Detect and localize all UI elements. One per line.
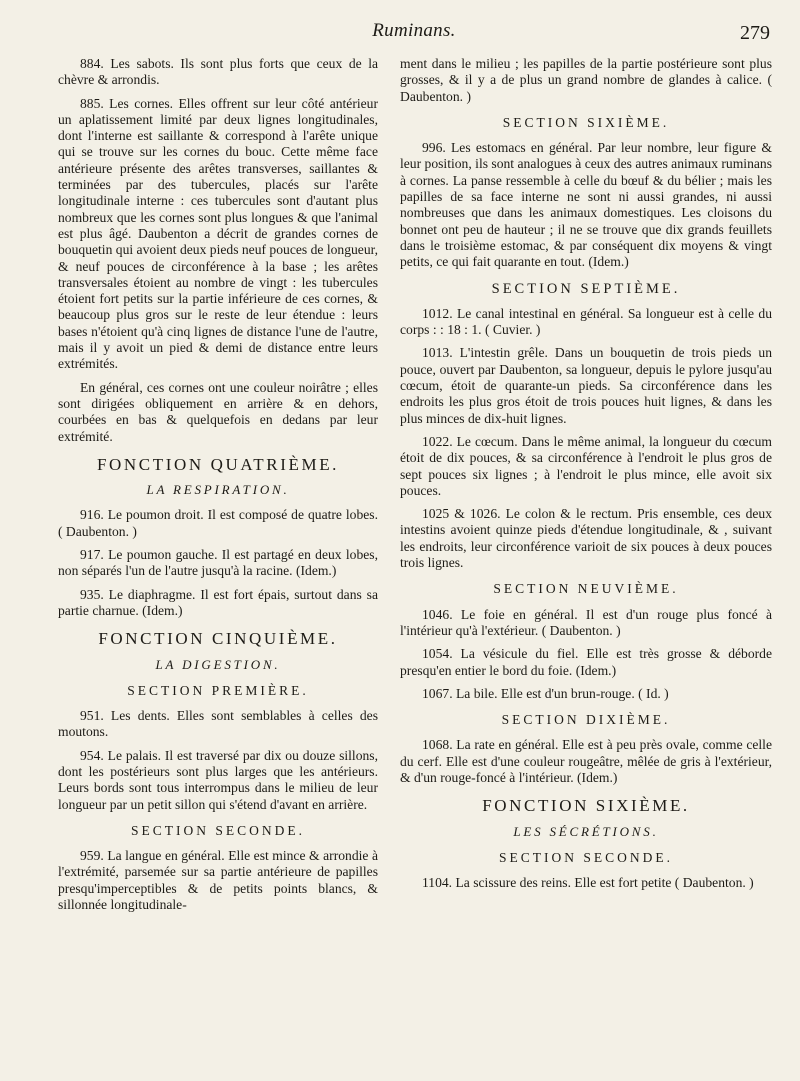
section-heading-sixth: SECTION SIXIÈME. — [502, 114, 670, 130]
paragraph-1013: 1013. L'intestin grêle. Dans un bouquetin de trois pieds un pouce, ouvert par Daubenton, sa longueur, depuis le pylore jusqu'au cœcum, étoit de quarante-un pieds. Sa circonférence dans les endroits les plus gros étoit de trois pouces huit lignes, & dans les plus minces de dix-huit lignes. — [400, 345, 772, 426]
paragraph-1022: 1022. Le cœcum. Dans le même animal, la longueur du cœcum étoit de dix pouces, & sa circonférence à l'endroit le plus gros de sept pouces six lignes ; à l'endroit le plus mince, elle avoit six pouces. — [400, 433, 772, 498]
paragraph-959-continued: ment dans le milieu ; les papilles de la partie postérieure sont plus grosses, & il y a de plus un grand nombre de glandes à calice. ( Daubenton. ) — [400, 56, 772, 104]
function-subheading-digestion: LA DIGESTION. — [155, 656, 281, 672]
function-subheading-respiration: LA RESPIRATION. — [146, 482, 290, 498]
paragraph-1046: 1046. Le foie en général. Il est d'un rouge plus foncé à l'intérieur qu'à l'extérieur. ( Daubenton. ) — [400, 606, 772, 638]
section-heading-second: SECTION SECONDE. — [130, 822, 305, 838]
paragraph-884: 884. Les sabots. Ils sont plus forts que ceux de la chèvre & arrondis. — [58, 56, 378, 88]
section-heading-ninth: SECTION NEUVIÈME. — [493, 581, 679, 597]
section-heading-seventh: SECTION SEPTIÈME. — [491, 280, 681, 297]
section-heading-first: SECTION PREMIÈRE. — [127, 682, 309, 698]
page-number: 279 — [740, 22, 770, 44]
paragraph-996: 996. Les estomacs en général. Par leur nombre, leur figure & leur position, ils sont analogues à ceux des autres animaux ruminans à cornes. La panse ressemble à celle du bœuf & du bélier ; mais les papilles de sa face interne ne sont ni aussi grandes, ni aussi nombreuses que dans les animaux domestiques. Les cloisons du bonnet ont peu de hauteur ; il ne se trouve que dix grands feuillets dans le troisième estomac, & par conséquent dix moyens & vingt petits, ce qui fait quarante en tout. (Idem.) — [400, 140, 772, 270]
paragraph-1025: 1025 & 1026. Le colon & le rectum. Pris ensemble, ces deux intestins avoient quinze pieds d'étendue longitudinale, & , suivant les endroits, leur circonférence varioit de six pouces à deux pouces trois lignes. — [400, 506, 772, 571]
left-column — [58, 56, 378, 920]
function-heading-sixth: FONCTION SIXIÈME. — [482, 796, 690, 816]
paragraph-935: 935. Le diaphragme. Il est fort épais, surtout dans sa partie charnue. (Idem.) — [58, 586, 378, 618]
paragraph-916: 916. Le poumon droit. Il est composé de quatre lobes. ( Daubenton. ) — [58, 507, 378, 539]
section-heading-tenth: SECTION DIXIÈME. — [501, 712, 671, 728]
section-heading-second-b: SECTION SECONDE. — [498, 849, 673, 865]
paragraph-885-continued: En général, ces cornes ont une couleur noirâtre ; elles sont dirigées obliquement en arrière & en dehors, courbées en bas & quelquefois en dedans par leur extrémité. — [58, 379, 378, 444]
paragraph-1104: 1104. La scissure des reins. Elle est fort petite ( Daubenton. ) — [422, 875, 754, 891]
page-header — [58, 20, 770, 54]
paragraph-1068: 1068. La rate en général. Elle est à peu près ovale, comme celle du cerf. Elle est d'une couleur rougeâtre, mêlée de gris à l'extérieur, & d'un rouge-foncé à l'intérieur. (Idem.) — [400, 737, 772, 785]
function-heading-fifth: FONCTION CINQUIÈME. — [98, 629, 338, 649]
paragraph-1012: 1012. Le canal intestinal en général. Sa longueur est à celle du corps : : 18 : 1. ( Cuvier. ) — [400, 305, 772, 338]
paragraph-951: 951. Les dents. Elles sont semblables à celles des moutons. — [58, 708, 378, 740]
paragraph-917: 917. Le poumon gauche. Il est partagé en deux lobes, non séparés l'un de l'autre jusqu'à la racine. (Idem.) — [58, 547, 378, 579]
paragraph-959: 959. La langue en général. Elle est mince & arrondie à l'extrémité, parsemée sur sa partie antérieure de papilles presqu'imperceptibles & de petits points blancs, & sillonnée longitudinale- — [58, 848, 378, 913]
function-heading-fourth: FONCTION QUATRIÈME. — [96, 454, 340, 474]
running-title: Ruminans. — [372, 20, 456, 41]
paragraph-1054: 1054. La vésicule du fiel. Elle est très grosse & déborde presqu'en entier le bord du foie. (Idem.) — [400, 646, 772, 678]
paragraph-1067: 1067. La bile. Elle est d'un brun-rouge. ( Id. ) — [422, 685, 669, 701]
paragraph-885: 885. Les cornes. Elles offrent sur leur côté antérieur un aplatissement limité par deux lignes longitudinales, dont l'interne est saillante & correspond à l'arête unique qui se trouve sur les cornes du bouc. Cette même face antérieure présente des arêtes transverses, saillantes & terminées par des tubercules, placés sur l'arête longitudinale interne : ces tubercules sont d'autant plus nombreux que les cornes sont plus longues & que l'animal est plus âgé. Daubenton a décrit de grandes cornes de bouquetin qui avoient deux pieds neuf pouces de longueur, & neuf pouces de circonférence à la base ; les arêtes transversales étoient au nombre de vingt : les tubercules étoient fort petits sur la partie inférieure de ces cornes, & beaucoup plus gros sur le reste de leur étendue : leurs bases n'étoient qu'à cinq lignes de distance l'une de l'autre, mais il y avoit un pied & demi de distance entre leurs extrémités. — [58, 95, 378, 372]
function-subheading-secretions: LES SÉCRÉTIONS. — [513, 823, 659, 839]
right-column — [400, 56, 772, 898]
paragraph-954: 954. Le palais. Il est traversé par dix ou douze sillons, dont les postérieurs sont plus larges que les antérieurs. Leurs bords sont tous interrompus dans le milieu de leur longueur par un petit sillon qui s'étend d'avant en arrière. — [58, 747, 378, 812]
